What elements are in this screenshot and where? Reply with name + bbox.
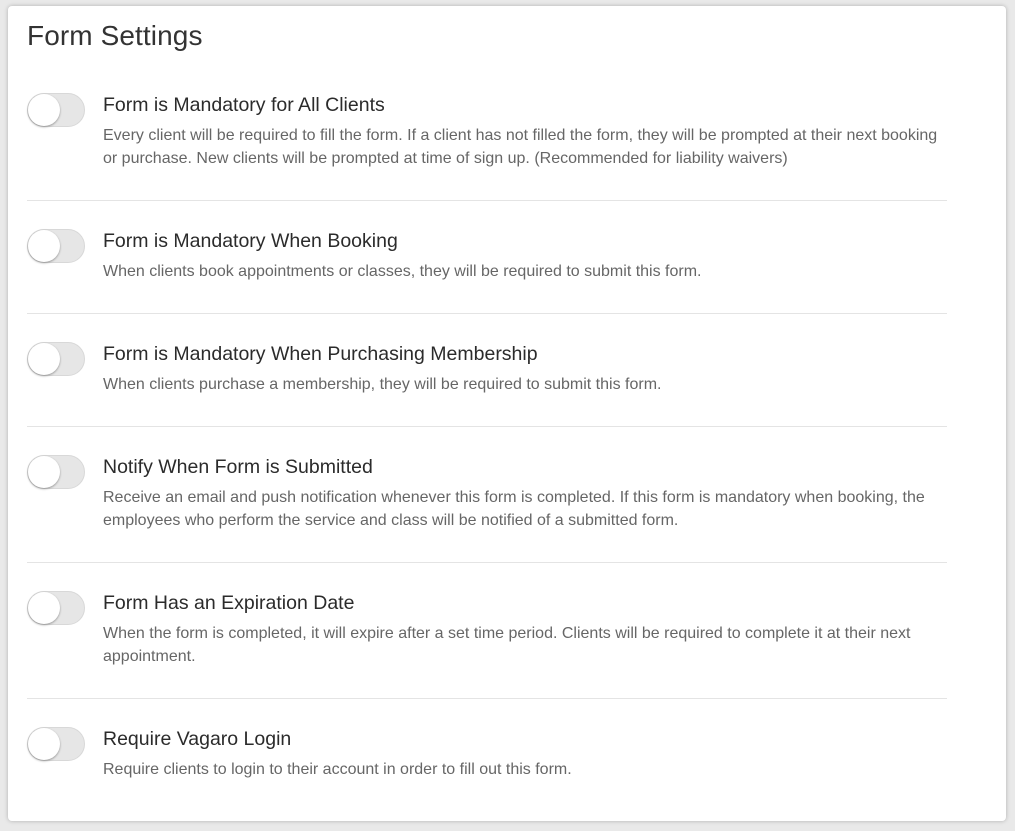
divider [27, 426, 947, 427]
expiration-date-toggle[interactable] [27, 591, 85, 625]
divider [27, 562, 947, 563]
mandatory-all-clients-toggle[interactable] [27, 93, 85, 127]
toggle-knob [28, 456, 60, 488]
setting-title: Notify When Form is Submitted [103, 456, 373, 478]
divider [27, 313, 947, 314]
setting-description: When clients purchase a membership, they will be required to submit this form. [103, 376, 662, 393]
setting-description: When clients book appointments or classes, they will be required to submit this form. [103, 263, 702, 280]
toggle-knob [28, 343, 60, 375]
setting-title: Require Vagaro Login [103, 728, 292, 750]
setting-description: Every client will be required to fill the form. If a client has not filled the form, they will be prompted at their next booking or purchase. New clients will be prompted at time of sign up. (Recommended for liability waivers) [103, 127, 938, 167]
setting-description: Require clients to login to their account in order to fill out this form. [103, 761, 572, 778]
toggle-knob [28, 592, 60, 624]
setting-title: Form Has an Expiration Date [103, 592, 355, 614]
setting-title: Form is Mandatory When Purchasing Membership [103, 343, 538, 365]
divider [27, 200, 947, 201]
notify-submitted-toggle[interactable] [27, 455, 85, 489]
page-title: Form Settings [27, 20, 203, 51]
divider [27, 698, 947, 699]
setting-description: Receive an email and push notification whenever this form is completed. If this form is mandatory when booking, the employees who perform the service and class will be notified of a submitted form. [103, 489, 925, 529]
toggle-knob [28, 230, 60, 262]
require-login-toggle[interactable] [27, 727, 85, 761]
setting-title: Form is Mandatory When Booking [103, 230, 398, 252]
setting-description: When the form is completed, it will expire after a set time period. Clients will be required to complete it at their next appointment. [103, 625, 911, 665]
mandatory-membership-toggle[interactable] [27, 342, 85, 376]
form-settings-panel [8, 6, 1006, 821]
toggle-knob [28, 94, 60, 126]
setting-title: Form is Mandatory for All Clients [103, 94, 385, 116]
toggle-knob [28, 728, 60, 760]
mandatory-when-booking-toggle[interactable] [27, 229, 85, 263]
